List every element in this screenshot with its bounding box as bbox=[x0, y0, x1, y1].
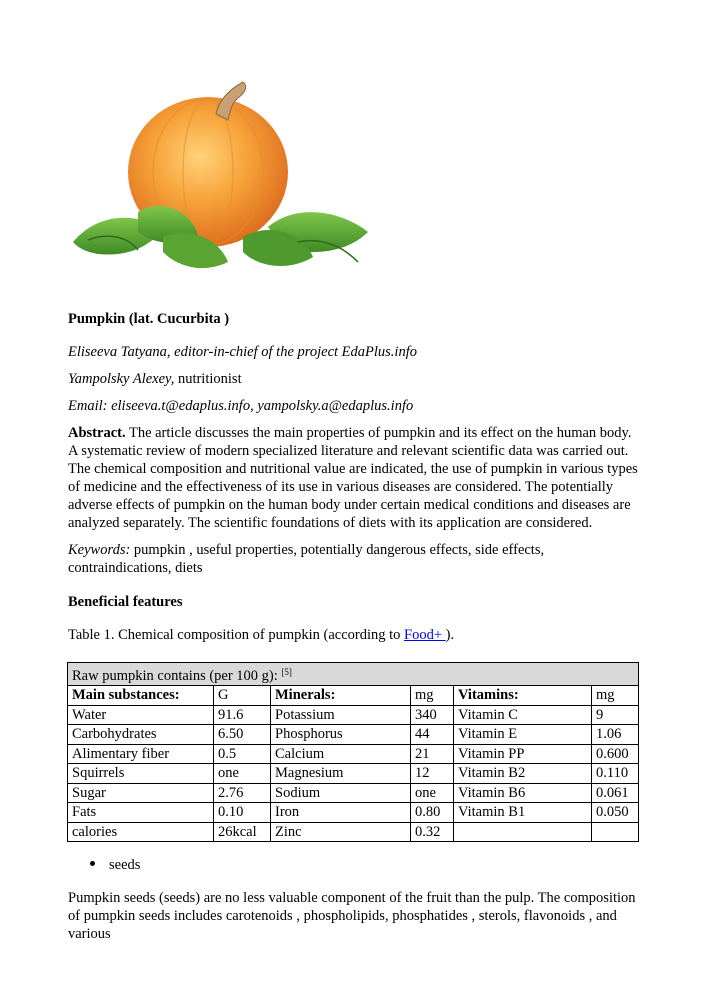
table-cell: Vitamin B2 bbox=[454, 764, 592, 784]
table-cell: 0.110 bbox=[592, 764, 639, 784]
table-cell: 21 bbox=[411, 744, 454, 764]
table-cell bbox=[454, 822, 592, 842]
table-cell: 2.76 bbox=[214, 783, 271, 803]
table-cell: Vitamin B1 bbox=[454, 803, 592, 823]
table-cell: 12 bbox=[411, 764, 454, 784]
table-row bbox=[68, 725, 639, 745]
table-cell: Fats bbox=[68, 803, 214, 823]
column-main-substances: Main substances: bbox=[68, 686, 214, 706]
table-cell: calories bbox=[68, 822, 214, 842]
table-caption-text: Table 1. Chemical composition of pumpkin (according to bbox=[68, 627, 405, 643]
author-role: nutritionist bbox=[174, 371, 242, 387]
table-cell: 0.10 bbox=[214, 803, 271, 823]
table-cell: Vitamin C bbox=[454, 705, 592, 725]
table-cell: 91.6 bbox=[214, 705, 271, 725]
table-row bbox=[68, 705, 639, 725]
abstract-label: Abstract. bbox=[68, 425, 126, 441]
keywords-paragraph bbox=[68, 541, 643, 577]
email-line: Email: eliseeva.t@edaplus.info, yampolsky.a@edaplus.info bbox=[68, 398, 414, 414]
table-row bbox=[68, 822, 639, 842]
bullet-icon bbox=[90, 861, 95, 866]
table-cell: 26kcal bbox=[214, 822, 271, 842]
keywords-label: Keywords: bbox=[68, 542, 131, 558]
table-header-text: Raw pumpkin contains (per 100 g): bbox=[72, 668, 282, 684]
table-cell bbox=[592, 822, 639, 842]
table-cell: Vitamin E bbox=[454, 725, 592, 745]
table-caption bbox=[68, 626, 454, 644]
table-cell: Potassium bbox=[271, 705, 411, 725]
table-cell: Sugar bbox=[68, 783, 214, 803]
article-title: Pumpkin (lat. Cucurbita ) bbox=[68, 311, 230, 327]
table-row bbox=[68, 744, 639, 764]
table-cell: Zinc bbox=[271, 822, 411, 842]
table-cell: 0.600 bbox=[592, 744, 639, 764]
column-g: G bbox=[214, 686, 271, 706]
table-cell: Vitamin PP bbox=[454, 744, 592, 764]
table-cell: 340 bbox=[411, 705, 454, 725]
seeds-paragraph: Pumpkin seeds (seeds) are no less valuable component of the fruit than the pulp. The composition of pumpkin seeds includes carotenoids , phospholipids, phosphatides , sterols, flavonoids , and various bbox=[68, 890, 636, 942]
table-row bbox=[68, 803, 639, 823]
table-cell: 0.061 bbox=[592, 783, 639, 803]
column-minerals: Minerals: bbox=[271, 686, 411, 706]
table-cell: one bbox=[214, 764, 271, 784]
table-cell: 0.32 bbox=[411, 822, 454, 842]
table-cell: Carbohydrates bbox=[68, 725, 214, 745]
bullet-text: seeds bbox=[109, 857, 141, 873]
reference-5: [5] bbox=[281, 667, 292, 677]
table-cell: Vitamin B6 bbox=[454, 783, 592, 803]
table-cell: Iron bbox=[271, 803, 411, 823]
abstract-text: The article discusses the main properties of pumpkin and its effect on the human body. A systematic review of modern specialized literature and relevant scientific data was carried out. The chemical composition and nutritional value are indicated, the use of pumpkin in various types of medicine and the effectiveness of its use in various diseases are considered. The potentially adverse effects of pumpkin on the human body under certain medical conditions and diseases are analyzed separately. The scientific foundations of diets with its application are considered. bbox=[68, 425, 638, 531]
table-row bbox=[68, 783, 639, 803]
table-cell: 44 bbox=[411, 725, 454, 745]
table-cell: Magnesium bbox=[271, 764, 411, 784]
pumpkin-image bbox=[68, 62, 370, 290]
column-vitamins: Vitamins: bbox=[454, 686, 592, 706]
table-cell: 6.50 bbox=[214, 725, 271, 745]
table-cell: Calcium bbox=[271, 744, 411, 764]
table-cell: 1.06 bbox=[592, 725, 639, 745]
table-row bbox=[68, 764, 639, 784]
bullet-item-seeds bbox=[90, 856, 140, 874]
table-header-cell bbox=[68, 663, 639, 686]
keywords-text: pumpkin , useful properties, potentially dangerous effects, side effects, contraindications, diets bbox=[68, 542, 545, 576]
food-plus-link[interactable]: Food+ bbox=[404, 627, 446, 643]
section-heading: Beneficial features bbox=[68, 594, 183, 610]
table-cell: Sodium bbox=[271, 783, 411, 803]
column-mg-vitamins: mg bbox=[592, 686, 639, 706]
column-mg-minerals: mg bbox=[411, 686, 454, 706]
table-cell: 9 bbox=[592, 705, 639, 725]
table-cell: 0.80 bbox=[411, 803, 454, 823]
table-cell: Phosphorus bbox=[271, 725, 411, 745]
table-caption-end: ). bbox=[445, 627, 455, 643]
chemical-composition-table bbox=[67, 662, 639, 842]
table-cell: Water bbox=[68, 705, 214, 725]
table-cell: 0.5 bbox=[214, 744, 271, 764]
author-line-1: Eliseeva Tatyana, editor-in-chief of the project EdaPlus.info bbox=[68, 344, 417, 360]
abstract-paragraph bbox=[68, 424, 643, 532]
author-name: Yampolsky Alexey, bbox=[68, 371, 175, 387]
table-cell: Squirrels bbox=[68, 764, 214, 784]
table-cell: 0.050 bbox=[592, 803, 639, 823]
table-cell: Alimentary fiber bbox=[68, 744, 214, 764]
table-cell: one bbox=[411, 783, 454, 803]
author-line-2 bbox=[68, 370, 242, 388]
